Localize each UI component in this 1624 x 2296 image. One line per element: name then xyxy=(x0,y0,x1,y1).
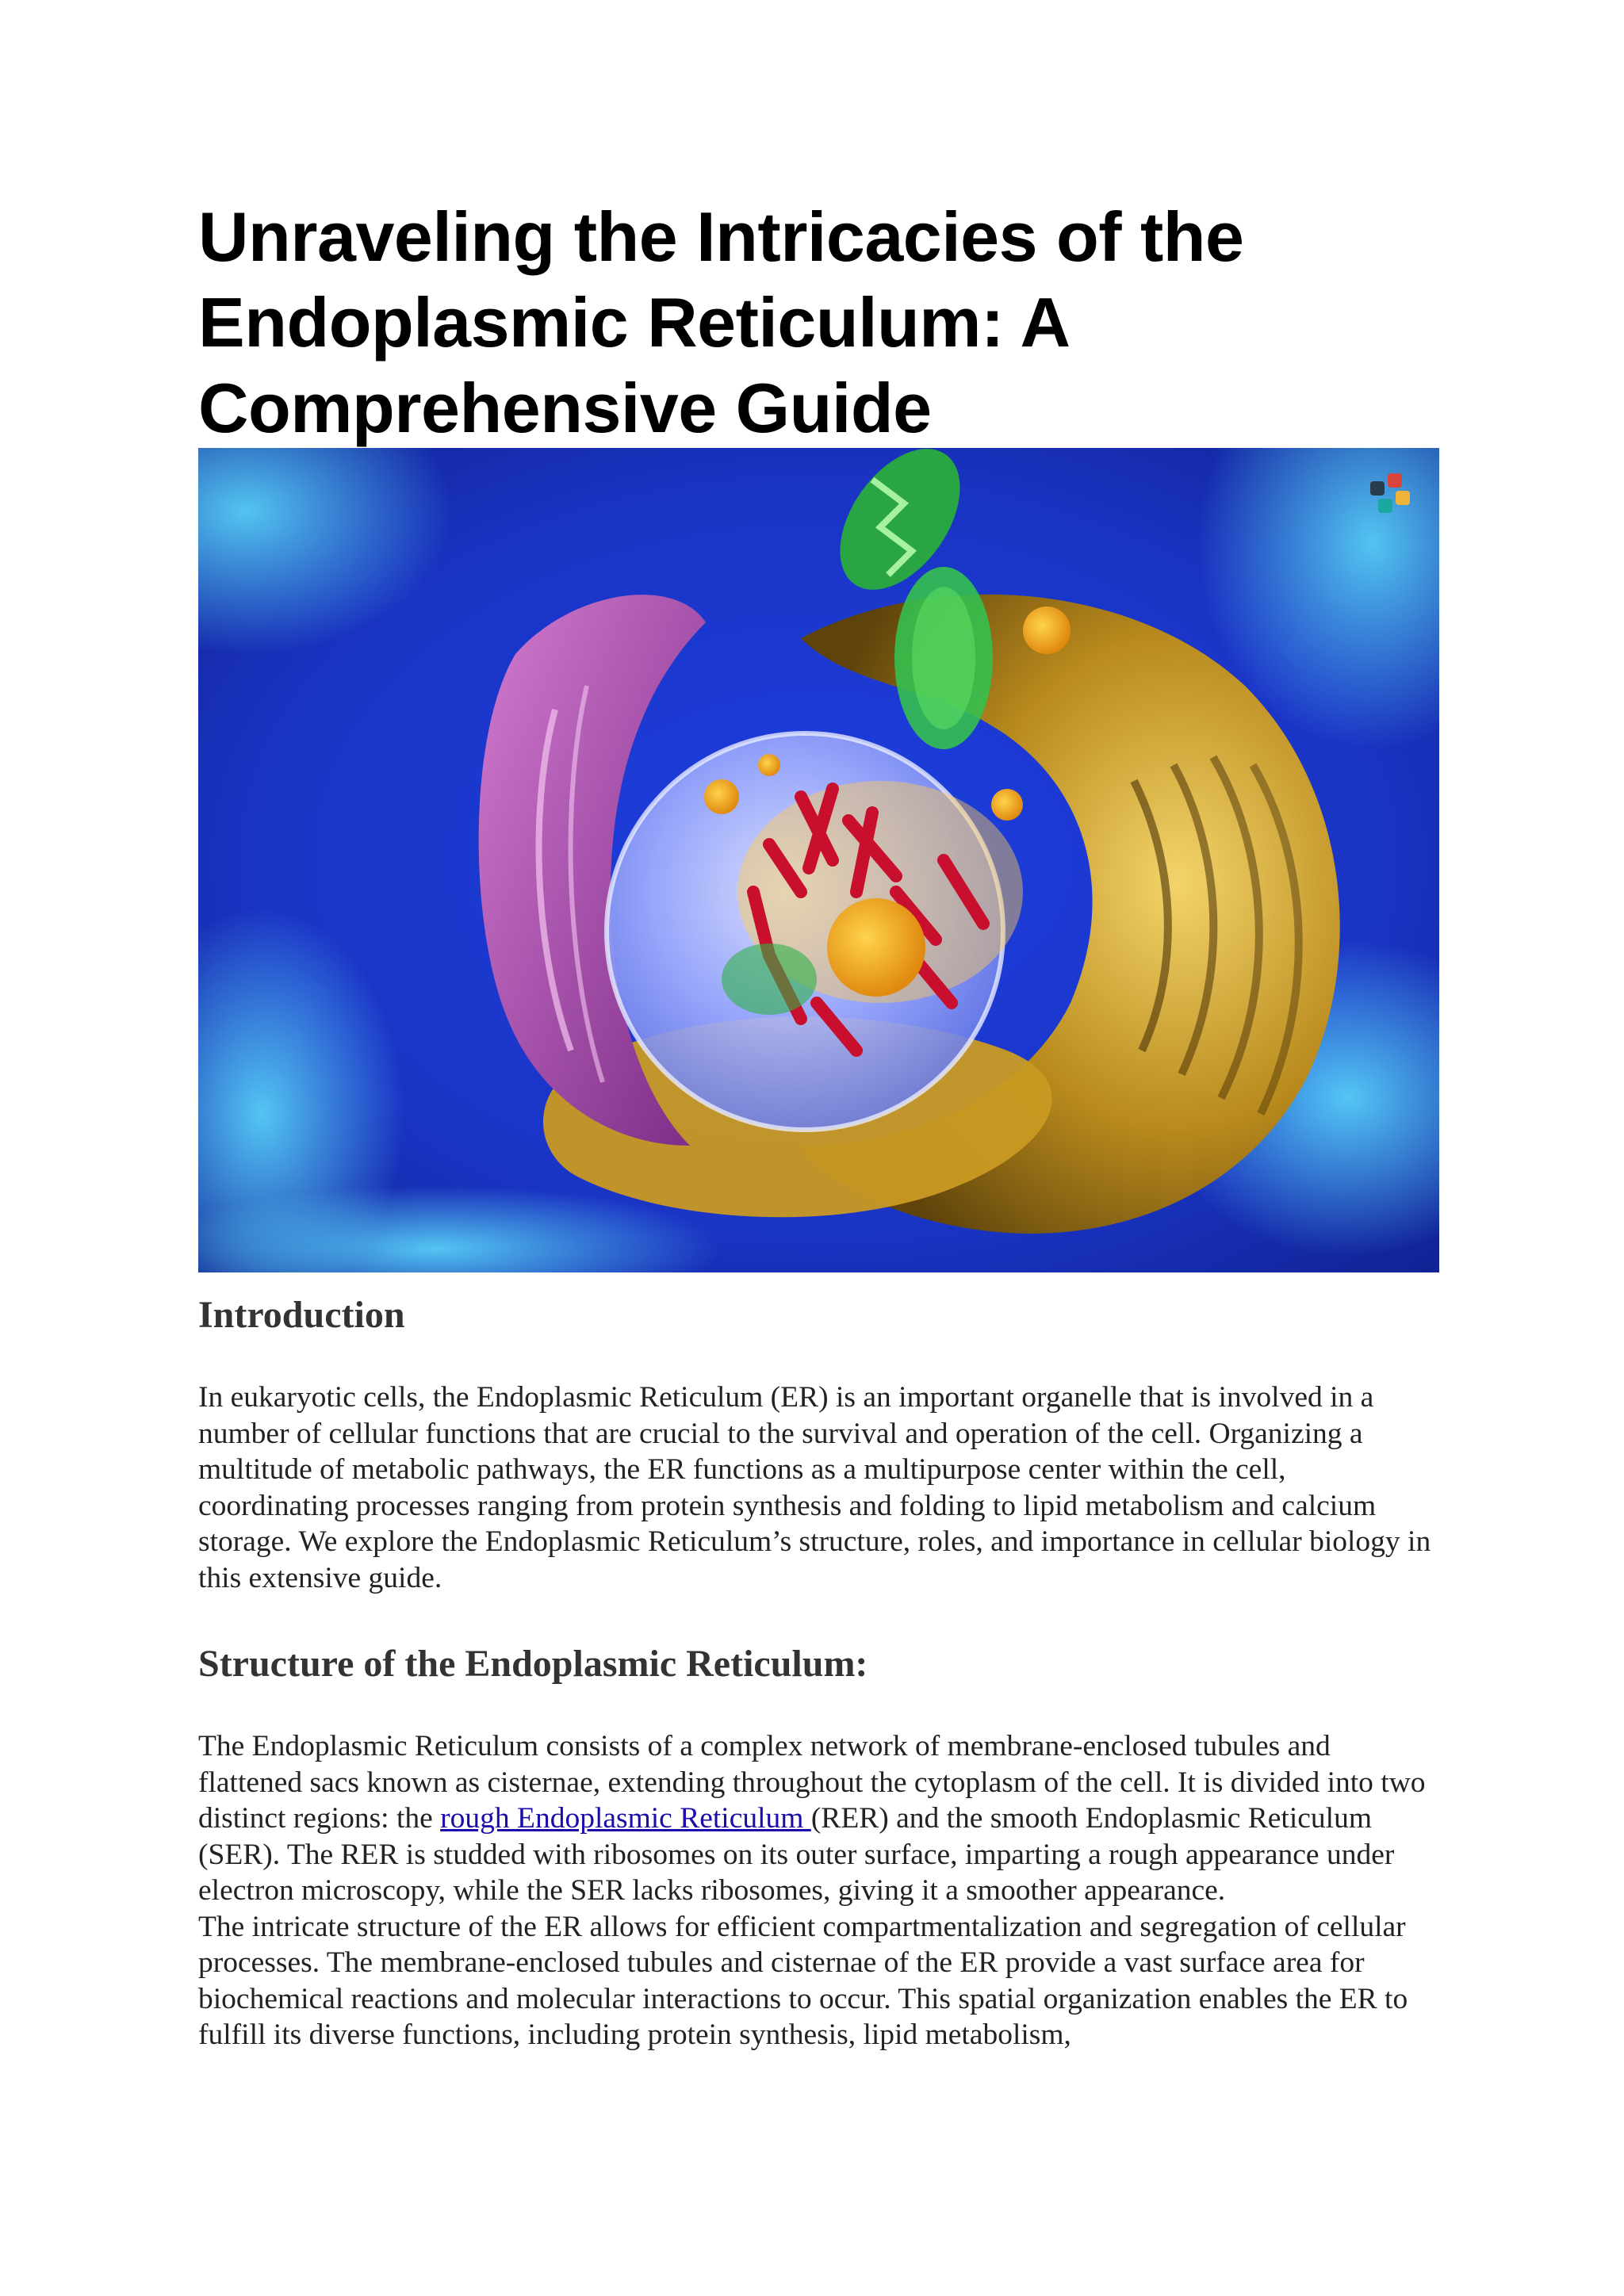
hero-image xyxy=(198,448,1439,1272)
structure-section xyxy=(198,1641,1439,1687)
intro-paragraph: In eukaryotic cells, the Endoplasmic Reticulum (ER) is an important organelle that is involved in a number of cellular functions that are crucial to the survival and operation of the cell. Organizing a multitude of metabolic pathways, the ER functions as a multipurpose center within the cell, coordinating processes ranging from protein synthesis and folding to lipid metabolism and calcium storage. We explore the Endoplasmic Reticulum’s structure, roles, and importance in cellular biology in this extensive guide. xyxy=(198,1381,1431,1594)
structure-paragraph-2: The intricate structure of the ER allows for efficient compartmentalization and segregation of cellular processes. The membrane-enclosed tubules and cisternae of the ER provide a vast surface area for biochemical reactions and molecular interactions to occur. This spatial organization enables the ER to fulfill its diverse functions, including protein synthesis, lipid metabolism, xyxy=(198,1910,1408,2051)
structure-text-before-link: The Endoplasmic Reticulum consists of a complex network of membrane-enclosed tubules and flattened sacs known as cisternae, extending throughout the cytoplasm of the cell. It is divided into two distinct regions: the xyxy=(198,1730,1426,1835)
structure-paragraph-wrap xyxy=(198,1728,1439,2053)
article xyxy=(198,194,1439,451)
intro-section xyxy=(198,1292,1439,1338)
article-title: Unraveling the Intricacies of the Endoplasmic Reticulum: A Comprehensive Guide xyxy=(198,197,1244,447)
structure-heading: Structure of the Endoplasmic Reticulum: xyxy=(198,1643,868,1685)
rough-er-link[interactable]: rough Endoplasmic Reticulum xyxy=(440,1802,811,1835)
structure-paragraph-1 xyxy=(198,1728,1439,1909)
structure-text-after-link: (RER) and the smooth Endoplasmic Reticulum (SER). The RER is studded with ribosomes on its outer surface, imparting a rough appearance under electron microscopy, while the SER lacks ribosomes, giving it a smoother appearance. xyxy=(198,1802,1395,1907)
intro-paragraph-wrap xyxy=(198,1380,1439,1596)
intro-heading: Introduction xyxy=(198,1294,405,1336)
